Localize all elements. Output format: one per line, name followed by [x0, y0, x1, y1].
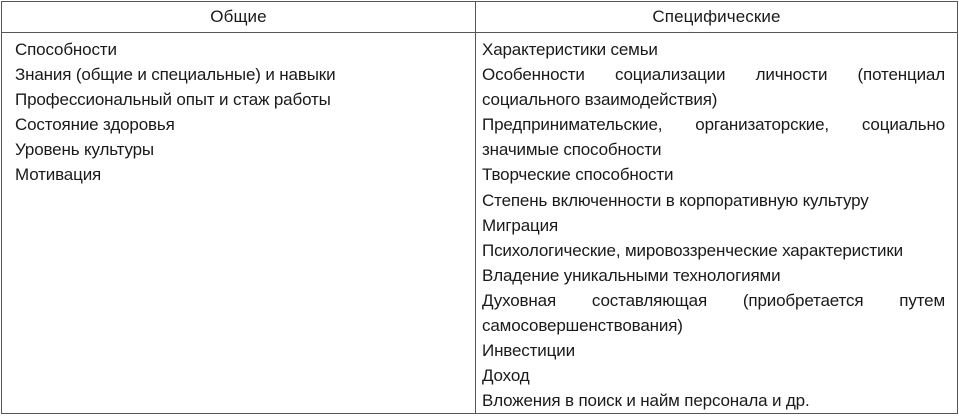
specific-list: [476, 33, 957, 413]
header-general: Общие: [2, 2, 476, 33]
list-item: Знания (общие и специальные) и навыки: [15, 65, 336, 85]
specific-cell: [476, 33, 958, 414]
list-item: Инвестиции: [482, 341, 575, 361]
list-item: Доход: [482, 366, 530, 386]
list-item: Владение уникальными технологиями: [482, 265, 781, 285]
list-item: Способности: [15, 40, 117, 59]
list-item: Вложения в поиск и найм персонала и др.: [482, 391, 810, 411]
list-item: Характеристики семьи: [482, 40, 658, 59]
header-specific: Специфические: [476, 2, 958, 33]
list-item: Предпринимательские, организаторские, социально значимые способности: [482, 115, 945, 160]
factors-table: [1, 1, 958, 414]
header-row: [2, 2, 958, 33]
list-item: Состояние здоровья: [15, 115, 175, 135]
list-item: Духовная составляющая (приобретается путем самосовершенствования): [482, 290, 945, 336]
list-item: Особенности социализации личности (потенциал социального взаимодействия): [482, 65, 945, 110]
general-list: [2, 33, 475, 188]
list-item: Степень включенности в корпоративную культуру: [482, 190, 869, 210]
list-item: Психологические, мировоззренческие характеристики: [482, 240, 903, 260]
list-item: Уровень культуры: [15, 140, 154, 160]
general-cell: [2, 33, 476, 414]
list-item: Профессиональный опыт и стаж работы: [15, 90, 331, 110]
list-item: Мотивация: [15, 165, 102, 185]
list-item: Миграция: [482, 215, 559, 235]
content-row: [2, 33, 958, 414]
list-item: Творческие способности: [482, 165, 674, 185]
